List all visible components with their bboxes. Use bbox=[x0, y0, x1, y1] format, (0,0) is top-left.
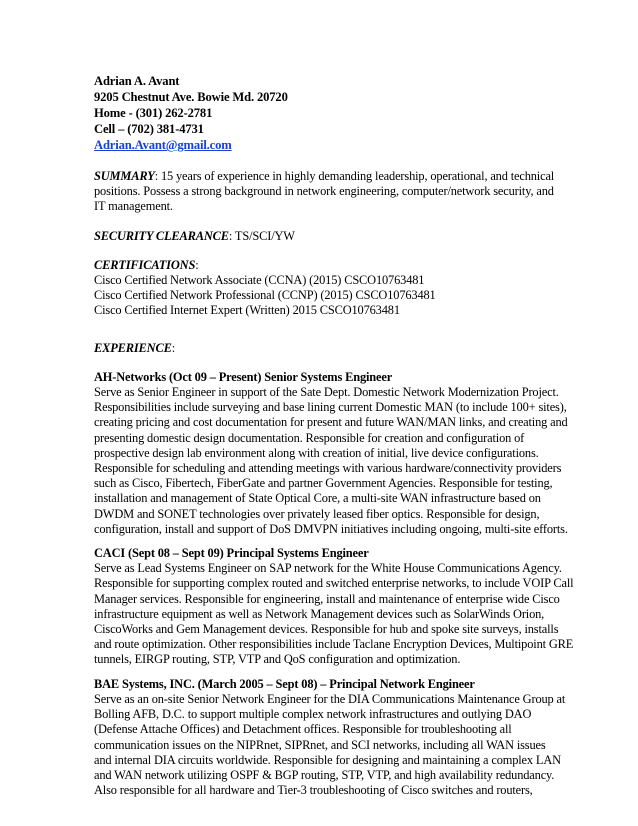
resume-page bbox=[94, 73, 574, 798]
certification-item: Cisco Certified Network Professional (CCNP) (2015) CSCO10763481 bbox=[94, 288, 436, 303]
summary-line: : 15 years of experience in highly demanding leadership, operational, and technical bbox=[154, 169, 555, 183]
clearance-label: SECURITY CLEARANCE bbox=[94, 228, 229, 243]
contact-block bbox=[94, 73, 546, 153]
certification-item: Cisco Certified Internet Expert (Written) 2015 CSCO10763481 bbox=[94, 303, 400, 318]
contact-email-link[interactable]: Adrian.Avant@gmail.com bbox=[94, 138, 232, 152]
job-line: DWDM and SONET technologies over privately leased fiber optics. Responsible for design, bbox=[94, 506, 540, 521]
job-title: BAE Systems, INC. (March 2005 – Sept 08) – Principal Network Engineer bbox=[94, 676, 475, 691]
job-line: Bolling AFB, D.C. to support multiple complex network infrastructures and outlying DAO bbox=[94, 707, 532, 722]
job-title: CACI (Sept 08 – Sept 09) Principal Systems Engineer bbox=[94, 546, 369, 561]
job-line: configuration, install and support of DoS DMVPN initiatives including ongoing, multi-site efforts. bbox=[94, 521, 568, 536]
job-line: Serve as an on-site Senior Network Engineer for the DIA Communications Maintenance Group at bbox=[94, 691, 566, 706]
contact-home-phone: Home - (301) 262-2781 bbox=[94, 106, 213, 120]
job-line: (Defense Attache Offices) and Detachment offices. Responsible for troubleshooting all bbox=[94, 722, 512, 737]
job-title: AH-Networks (Oct 09 – Present) Senior Systems Engineer bbox=[94, 369, 393, 384]
certifications-colon: : bbox=[195, 257, 199, 272]
job-line: Responsibilities include surveying and base lining current Domestic MAN (to include 100+ sites), bbox=[94, 400, 567, 415]
clearance-value: : TS/SCI/YW bbox=[228, 228, 295, 243]
contact-name: Adrian A. Avant bbox=[94, 74, 180, 88]
job-line: and internal DIA circuits worldwide. Responsible for designing and maintaining a complex LAN bbox=[94, 752, 561, 767]
certification-item: Cisco Certified Network Associate (CCNA) (2015) CSCO10763481 bbox=[94, 273, 425, 288]
contact-address: 9205 Chestnut Ave. Bowie Md. 20720 bbox=[94, 90, 288, 104]
job-entry-caci bbox=[94, 546, 574, 668]
job-line: prospective design lab environment along with creation of initial, live device configurations. bbox=[94, 445, 539, 460]
summary-section bbox=[94, 169, 555, 215]
job-line: such as Cisco, Fibertech, FiberGate and partner Government Agencies. Responsible for testing, bbox=[94, 476, 553, 491]
certifications-section bbox=[94, 258, 546, 319]
job-line: CiscoWorks and Gem Management devices. Responsible for hub and spoke site surveys, installs bbox=[94, 622, 559, 637]
contact-cell-phone: Cell – (702) 381-4731 bbox=[94, 122, 204, 136]
job-line: Responsible for scheduling and attending meetings with various hardware/connectivity providers bbox=[94, 461, 562, 476]
experience-label: EXPERIENCE bbox=[94, 340, 172, 355]
job-line: infrastructure equipment as well as Network Management devices such as SolarWinds Orion, bbox=[94, 606, 545, 621]
job-line: and route optimization. Other responsibilities include Taclane Encryption Devices, Multipoint GRE bbox=[94, 637, 574, 652]
certifications-label: CERTIFICATIONS bbox=[94, 257, 196, 272]
job-line: and WAN network utilizing OSPF & BGP routing, STP, VTP, and high availability redundancy. bbox=[94, 767, 555, 782]
summary-line: positions. Possess a strong background in network engineering, computer/network security, and bbox=[94, 184, 554, 199]
job-line: creating pricing and cost documentation for present and future WAN/MAN links, and creating and bbox=[94, 415, 568, 430]
job-line: Serve as Lead Systems Engineer on SAP network for the White House Communications Agency. bbox=[94, 561, 562, 576]
job-line: Serve as Senior Engineer in support of the Sate Dept. Domestic Network Modernization Project. bbox=[94, 385, 559, 400]
summary-line: IT management. bbox=[94, 199, 173, 214]
job-entry-bae-systems bbox=[94, 676, 566, 799]
job-line: Manager services. Responsible for engineering, install and maintenance of enterprise wide Cisco bbox=[94, 591, 560, 606]
experience-colon: : bbox=[171, 340, 175, 355]
job-line: Also responsible for all hardware and Tier-3 troubleshooting of Cisco switches and routers, bbox=[94, 783, 533, 798]
job-entry-ah-networks bbox=[94, 369, 568, 537]
experience-list bbox=[94, 369, 574, 798]
clearance-section bbox=[94, 229, 546, 244]
job-line: installation and management of State Optical Core, a multi-site WAN infrastructure based on bbox=[94, 491, 541, 506]
summary-label: SUMMARY bbox=[94, 169, 155, 183]
experience-heading bbox=[94, 341, 546, 356]
job-line: communication issues on the NIPRnet, SIPRnet, and SCI networks, including all WAN issues bbox=[94, 737, 546, 752]
job-line: presenting domestic design documentation. Responsible for creation and configuration of bbox=[94, 430, 525, 445]
job-line: tunnels, EIRGP routing, STP, VTP and QoS configuration and optimization. bbox=[94, 652, 461, 667]
job-line: Responsible for supporting complex routed and switched enterprise networks, to include VOIP Call bbox=[94, 576, 574, 591]
